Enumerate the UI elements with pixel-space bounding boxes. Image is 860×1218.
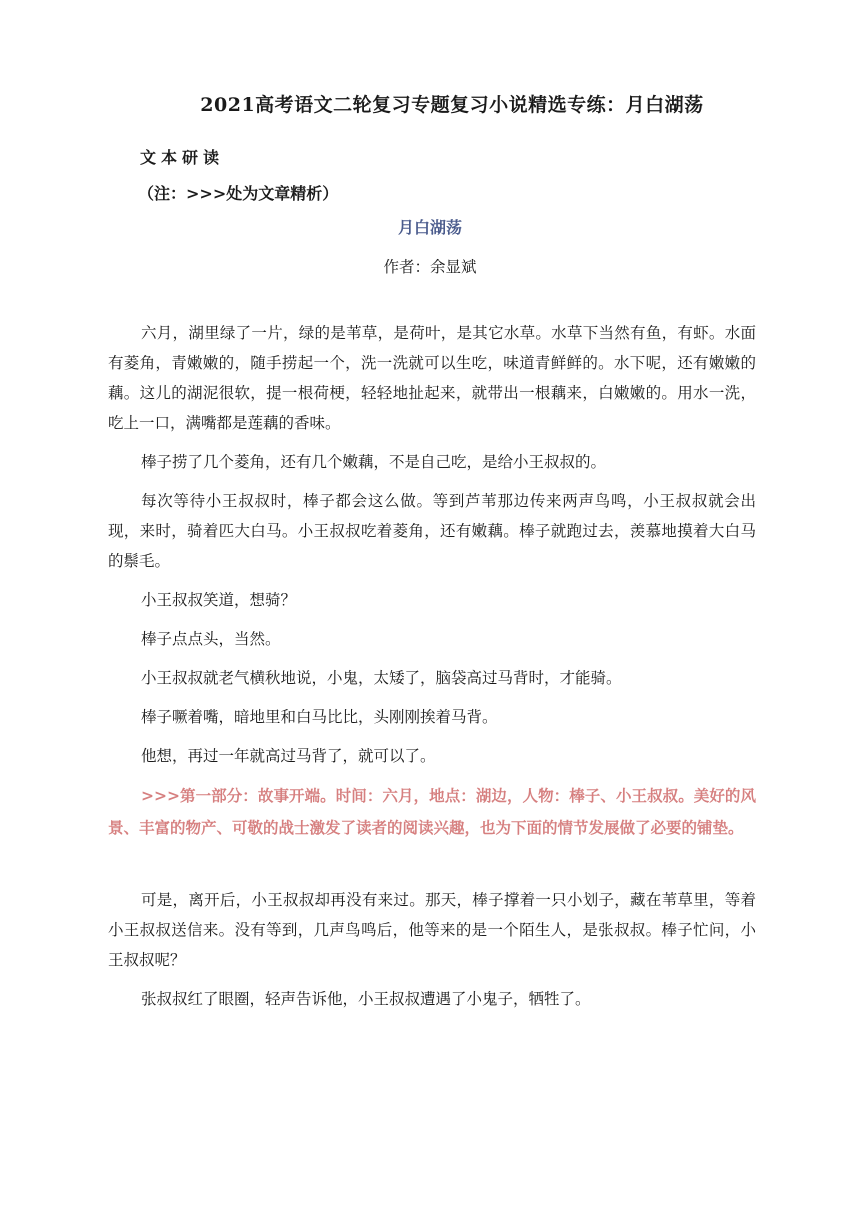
analysis-note: >>>第一部分：故事开端。时间：六月，地点：湖边，人物：棒子、小王叔叔。美好的风景、丰富的物产、可敬的战士激发了读者的阅读兴趣，也为下面的情节发展做了必要的铺垫。 — [108, 786, 756, 837]
paragraph: 每次等待小王叔叔时，棒子都会这么做。等到芦苇那边传来两声鸟鸣，小王叔叔就会出现，来时，骑着匹大白马。小王叔叔吃着菱角，还有嫩藕。棒子就跑过去，羡慕地摸着大白马的鬃毛。 — [108, 492, 756, 570]
section-gap — [108, 844, 756, 885]
paragraph: 小王叔叔笑道，想骑？ — [141, 591, 297, 609]
story-title: 月白湖荡 — [397, 218, 462, 237]
paragraph: 他想，再过一年就高过马背了，就可以了。 — [141, 747, 436, 765]
paragraph: 张叔叔红了眼圈，轻声告诉他，小王叔叔遭遇了小鬼子，牺牲了。 — [141, 990, 591, 1008]
document-title: 2021高考语文二轮复习专题复习小说精选专练：月白湖荡 — [200, 94, 704, 116]
annotation-note: （注：>>>处为文章精析） — [138, 184, 339, 203]
paragraph: 棒子捞了几个菱角，还有几个嫩藕，不是自己吃，是给小王叔叔的。 — [141, 453, 607, 471]
paragraph: 小王叔叔就老气横秋地说，小鬼，太矮了，脑袋高过马背时，才能骑。 — [141, 669, 622, 687]
story-body — [108, 318, 756, 1023]
section-label: 文本研读 — [140, 148, 225, 167]
paragraph: 棒子点点头，当然。 — [141, 630, 281, 648]
paragraph: 棒子噘着嘴，暗地里和白马比比，头刚刚挨着马背。 — [141, 708, 498, 726]
paragraph: 六月，湖里绿了一片，绿的是苇草，是荷叶，是其它水草。水草下当然有鱼，有虾。水面有菱角，青嫩嫩的，随手捞起一个，洗一洗就可以生吃，味道青鲜鲜的。水下呢，还有嫩嫩的藕。这儿的湖泥很软，提一根荷梗，轻轻地扯起来，就带出一根藕来，白嫩嫩的。用水一洗，吃上一口，满嘴都是莲藕的香味。 — [108, 324, 756, 432]
paragraph: 可是，离开后，小王叔叔却再没有来过。那天，棒子撑着一只小划子，藏在苇草里，等着小王叔叔送信来。没有等到，几声鸟鸣后，他等来的是一个陌生人，是张叔叔。棒子忙问，小王叔叔呢？ — [108, 891, 756, 969]
story-author: 作者：余显斌 — [383, 258, 477, 276]
